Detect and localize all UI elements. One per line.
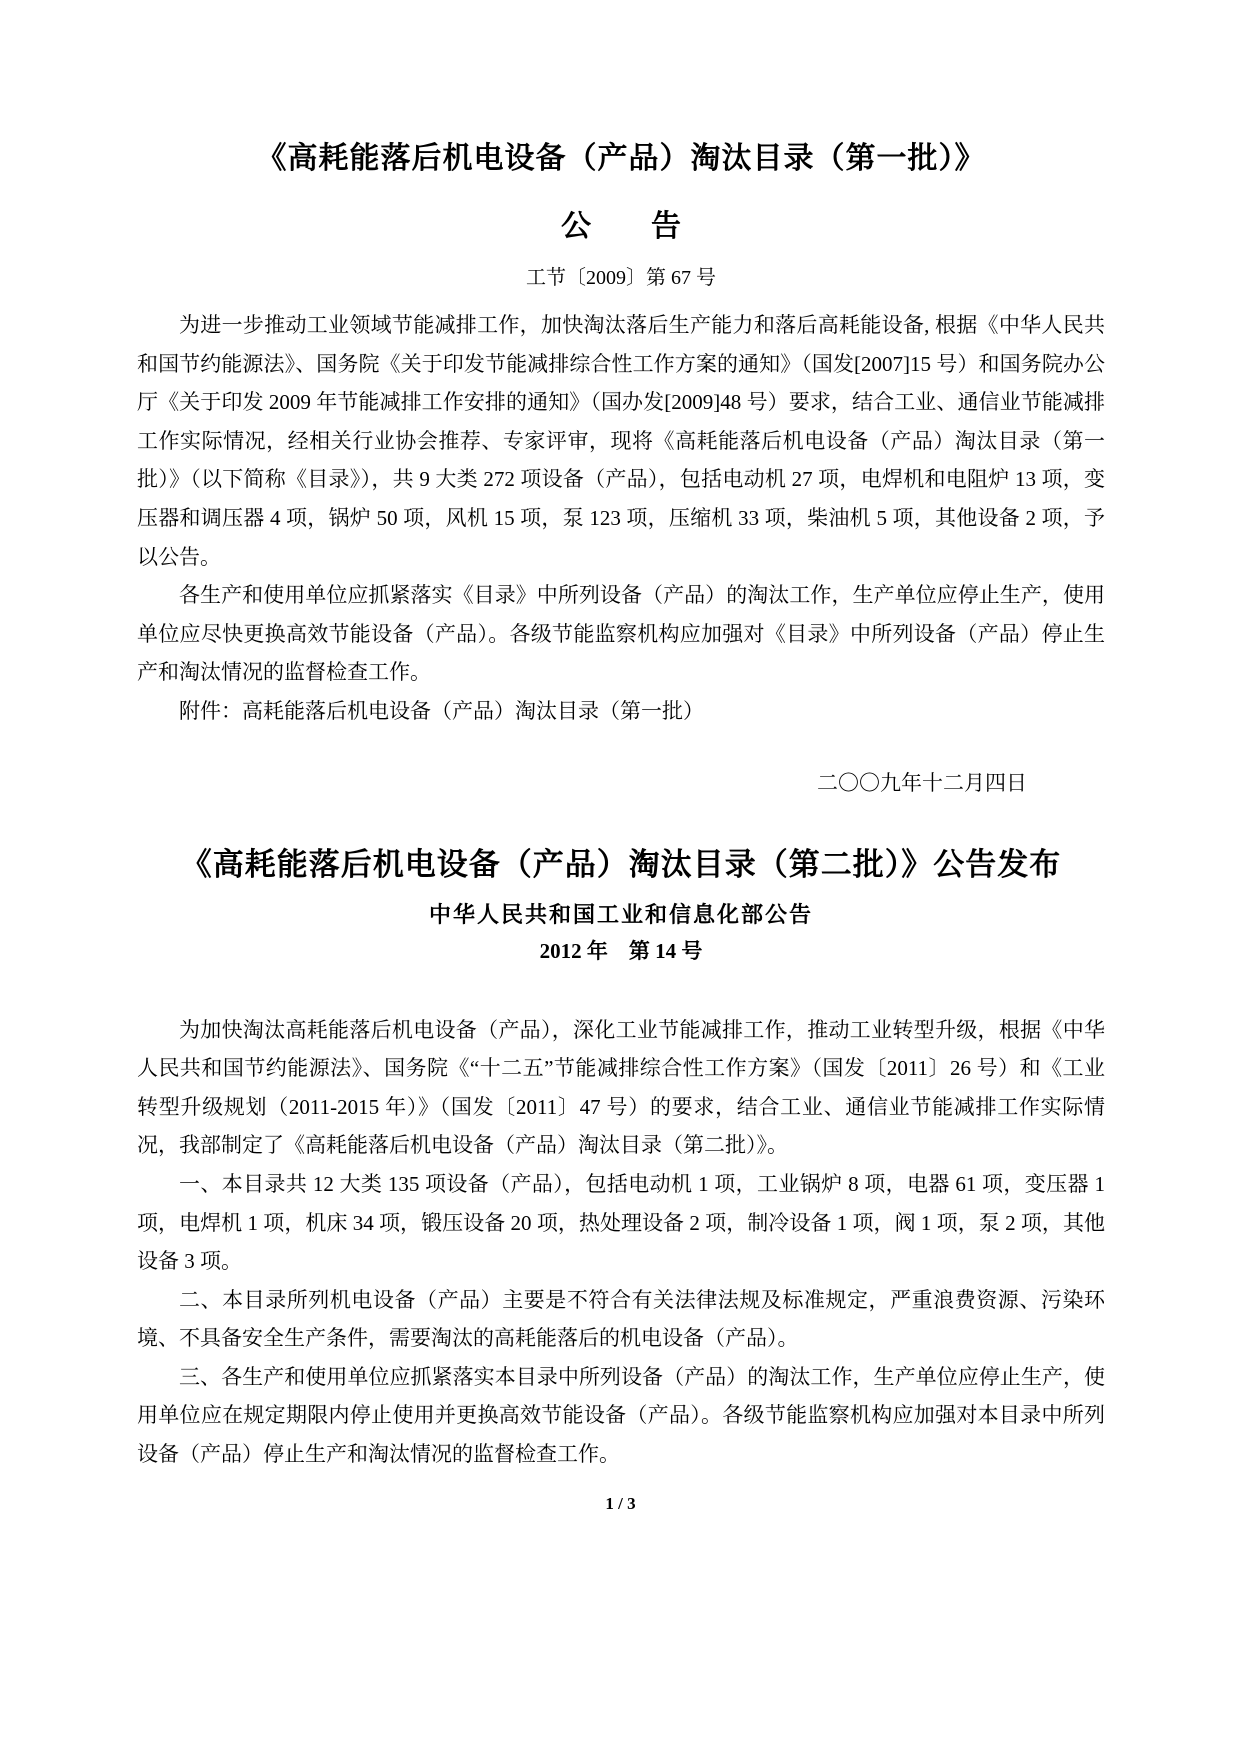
announcement-first-batch — [137, 133, 1105, 797]
announcement1-subtitle: 公 告 — [561, 210, 681, 243]
announcement1-paragraph-1: 为进一步推动工业领域节能减排工作，加快淘汰落后生产能力和落后高耗能设备, 根据《中华人民共和国节约能源法》、国务院《关于印发节能减排综合性工作方案的通知》（国发[2007]15 号）和国务院办公厅《关于印发 2009 年节能减排工作安排的通知》（国办发[2009]48 号）要求，结合工业、通信业节能减排工作实际情况，经相关行业协会推荐、专家评审，现将《高耗能落后机电设备（产品）淘汰目录（第一批）》（以下简称《目录》），共 9 大类 272 项设备（产品），包括电动机 27 项，电焊机和电阻炉 13 项，变压器和调压器 4 项，锅炉 50 项，风机 15 项，泵 123 项，压缩机 33 项，柴油机 5 项，其他设备 2 项，予以公告。 — [137, 313, 1105, 569]
announcement1-doc-number: 工节〔2009〕第 67 号 — [526, 267, 716, 289]
announcement-second-batch — [137, 839, 1105, 1474]
announcement2-paragraph-4: 三、各生产和使用单位应抓紧落实本目录中所列设备（产品）的淘汰工作，生产单位应停止生产，使用单位应在规定期限内停止使用并更换高效节能设备（产品）。各级节能监察机构应加强对本目录中所列设备（产品）停止生产和淘汰情况的监督检查工作。 — [137, 1364, 1105, 1467]
announcement2-paragraph-2: 一、本目录共 12 大类 135 项设备（产品），包括电动机 1 项，工业锅炉 8 项，电器 61 项，变压器 1 项，电焊机 1 项，机床 34 项，锻压设备 20 项，热处理设备 2 项，制冷设备 1 项，阀 1 项，泵 2 项，其他设备 3 项。 — [137, 1171, 1105, 1274]
announcement2-subtitle: 中华人民共和国工业和信息化部公告 — [428, 901, 813, 927]
announcement1-paragraph-2: 各生产和使用单位应抓紧落实《目录》中所列设备（产品）的淘汰工作，生产单位应停止生产，使用单位应尽快更换高效节能设备（产品）。各级节能监察机构应加强对《目录》中所列设备（产品）停止生产和淘汰情况的监督检查工作。 — [137, 583, 1105, 685]
announcement1-attachment-line: 附件：高耗能落后机电设备（产品）淘汰目录（第一批） — [179, 698, 704, 723]
announcement2-paragraph-3: 二、本目录所列机电设备（产品）主要是不符合有关法律法规及标准规定，严重浪费资源、污染环境、不具备安全生产条件，需要淘汰的高耗能落后的机电设备（产品）。 — [137, 1287, 1105, 1351]
page-number: 1 / 3 — [605, 1494, 636, 1513]
announcement1-title: 《高耗能落后机电设备（产品）淘汰目录（第一批）》 — [256, 142, 986, 175]
announcement2-doc-number: 2012 年 第 14 号 — [539, 938, 703, 963]
announcement2-paragraph-1: 为加快淘汰高耗能落后机电设备（产品），深化工业节能减排工作，推动工业转型升级，根据《中华人民共和国节约能源法》、国务院《“十二五”节能减排综合性工作方案》（国发〔2011〕26 号）和《工业转型升级规划（2011-2015 年）》（国发〔2011〕47 号）的要求，结合工业、通信业节能减排工作实际情况，我部制定了《高耗能落后机电设备（产品）淘汰目录（第二批）》。 — [137, 1017, 1105, 1158]
announcement2-title: 《高耗能落后机电设备（产品）淘汰目录（第二批）》公告发布 — [180, 846, 1062, 882]
announcement1-date: 二〇〇九年十二月四日 — [817, 770, 1027, 795]
